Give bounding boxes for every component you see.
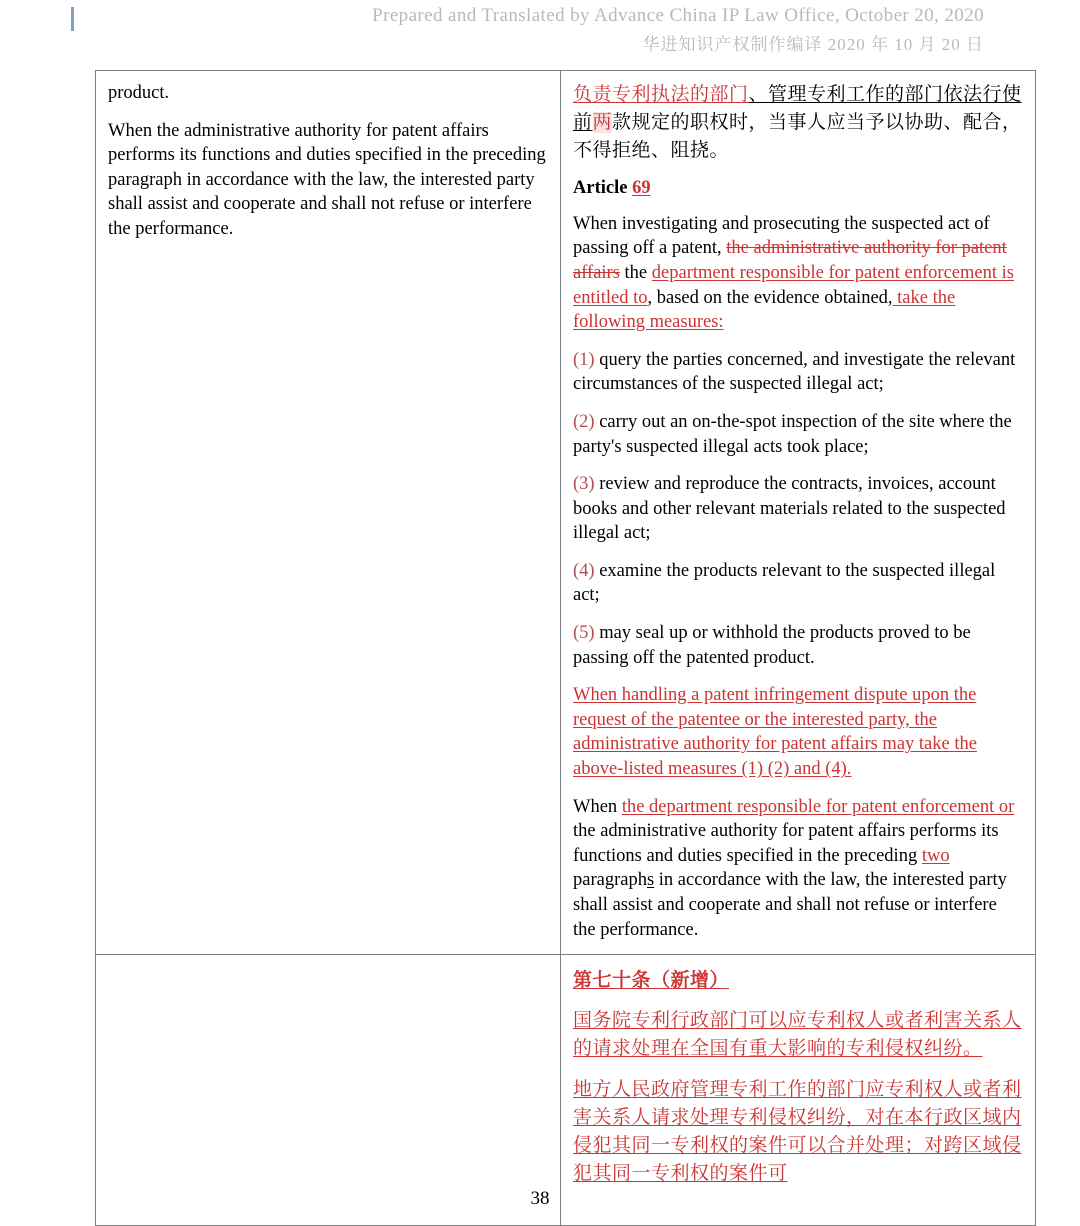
list-marker: (4) [573, 560, 595, 581]
final-text-2: the administrative authority for patent affairs performs its functions and duties specified in the preceding [573, 821, 999, 866]
final-text-3: paragraph [573, 870, 647, 891]
inserted-text: take the following measures: [573, 287, 956, 333]
new-article-paragraph-2: 地方人民政府管理专利工作的部门应专利权人或者利害关系人请求处理专利侵权纠纷，对在本行政区域内侵犯其同一专利权的案件可以合并处理；对跨区域侵犯其同一专利权的案件可 [573, 1079, 1022, 1184]
list-item-text: may seal up or withhold the products proved to be passing off the patented product. [573, 623, 971, 668]
list-item-text: examine the products relevant to the suspected illegal act; [573, 560, 996, 606]
inserted-suffix: s [646, 870, 655, 891]
inserted-text: department responsible for patent enforcement is entitled to [573, 262, 1014, 308]
header-credit-chinese: 华进知识产权制作编译 2020 年 10 月 20 日 [642, 35, 984, 54]
inserted-text: two [921, 845, 950, 866]
row2-left-cell [96, 955, 561, 1226]
row2-right-cell [561, 955, 1036, 1226]
list-item [573, 472, 1023, 546]
list-marker: (2) [573, 411, 595, 432]
list-item [573, 621, 1023, 670]
plain-text: 款规定的职权时，当事人应当予以协助、配合，不得拒绝、阻挠。 [573, 111, 1022, 161]
chinese-revised-paragraph [573, 81, 1023, 165]
list-marker: (5) [573, 623, 595, 644]
table-row [96, 955, 1036, 1226]
page-header [0, 0, 1080, 58]
new-article-paragraph-1: 国务院专利行政部门可以应专利权人或者利害关系人的请求处理在全国有重大影响的专利侵权纠纷。 [573, 1010, 1022, 1060]
final-text-4: in accordance with the law, the interested party shall assist and cooperate and shall not refuse or interfere the performance. [573, 870, 1007, 940]
article-body-paragraph [573, 212, 1023, 335]
inserted-text: 负责专利执法的部门 [573, 84, 749, 105]
list-item [573, 559, 1023, 608]
list-marker: (3) [573, 474, 595, 495]
comparison-table [95, 70, 1036, 1226]
left-paragraph-continuation: product. [108, 83, 170, 103]
list-item-text: carry out an on-the-spot inspection of the site where the party's suspected illegal acts took place; [573, 411, 1012, 457]
body-text-3: , based on the evidence obtained, [647, 287, 893, 308]
body-text-1: When investigating and prosecuting the suspected act of passing off a patent, [573, 213, 990, 259]
row1-left-cell [96, 71, 561, 955]
deleted-text: the administrative authority for patent affairs [573, 238, 1007, 283]
article-label: Article [573, 177, 633, 198]
underlined-text: 、管理专利工作的部门依法行使前 [573, 84, 1022, 133]
new-article-heading: 第七十条（新增） [573, 970, 730, 992]
left-paragraph-body: When the administrative authority for patent affairs performs its functions and duties specified in the preceding paragraph in accordance with the law, the interested party shall assist and cooperate and shall not refuse or interfere the performance. [108, 120, 546, 239]
list-item [573, 410, 1023, 459]
blue-vertical-bar-icon [71, 7, 74, 31]
list-item-text: query the parties concerned, and investigate the relevant circumstances of the suspected illegal act; [573, 349, 1016, 395]
header-credit-english: Prepared and Translated by Advance China IP Law Office, October 20, 2020 [372, 5, 984, 26]
article-heading [573, 178, 1023, 199]
list-marker: (1) [573, 349, 595, 370]
inserted-text: the department responsible for patent enforcement or [621, 796, 1015, 817]
list-item-text: review and reproduce the contracts, invoices, account books and other relevant materials related to the suspected illegal act; [573, 474, 1006, 544]
row1-right-cell [561, 71, 1036, 955]
table-row [96, 71, 1036, 955]
highlighted-char: 两 [592, 111, 613, 133]
final-text-1: When [573, 796, 622, 817]
body-text-2: the [619, 262, 652, 283]
page-number: 38 [530, 1188, 550, 1209]
list-item [573, 348, 1023, 397]
final-paragraph [573, 795, 1023, 943]
inserted-paragraph: When handling a patent infringement dispute upon the request of the patentee or the interested party, the administrative authority for patent affairs may take the above-listed measures (1) (2) and (4). [573, 685, 977, 780]
article-number: 69 [632, 177, 651, 198]
